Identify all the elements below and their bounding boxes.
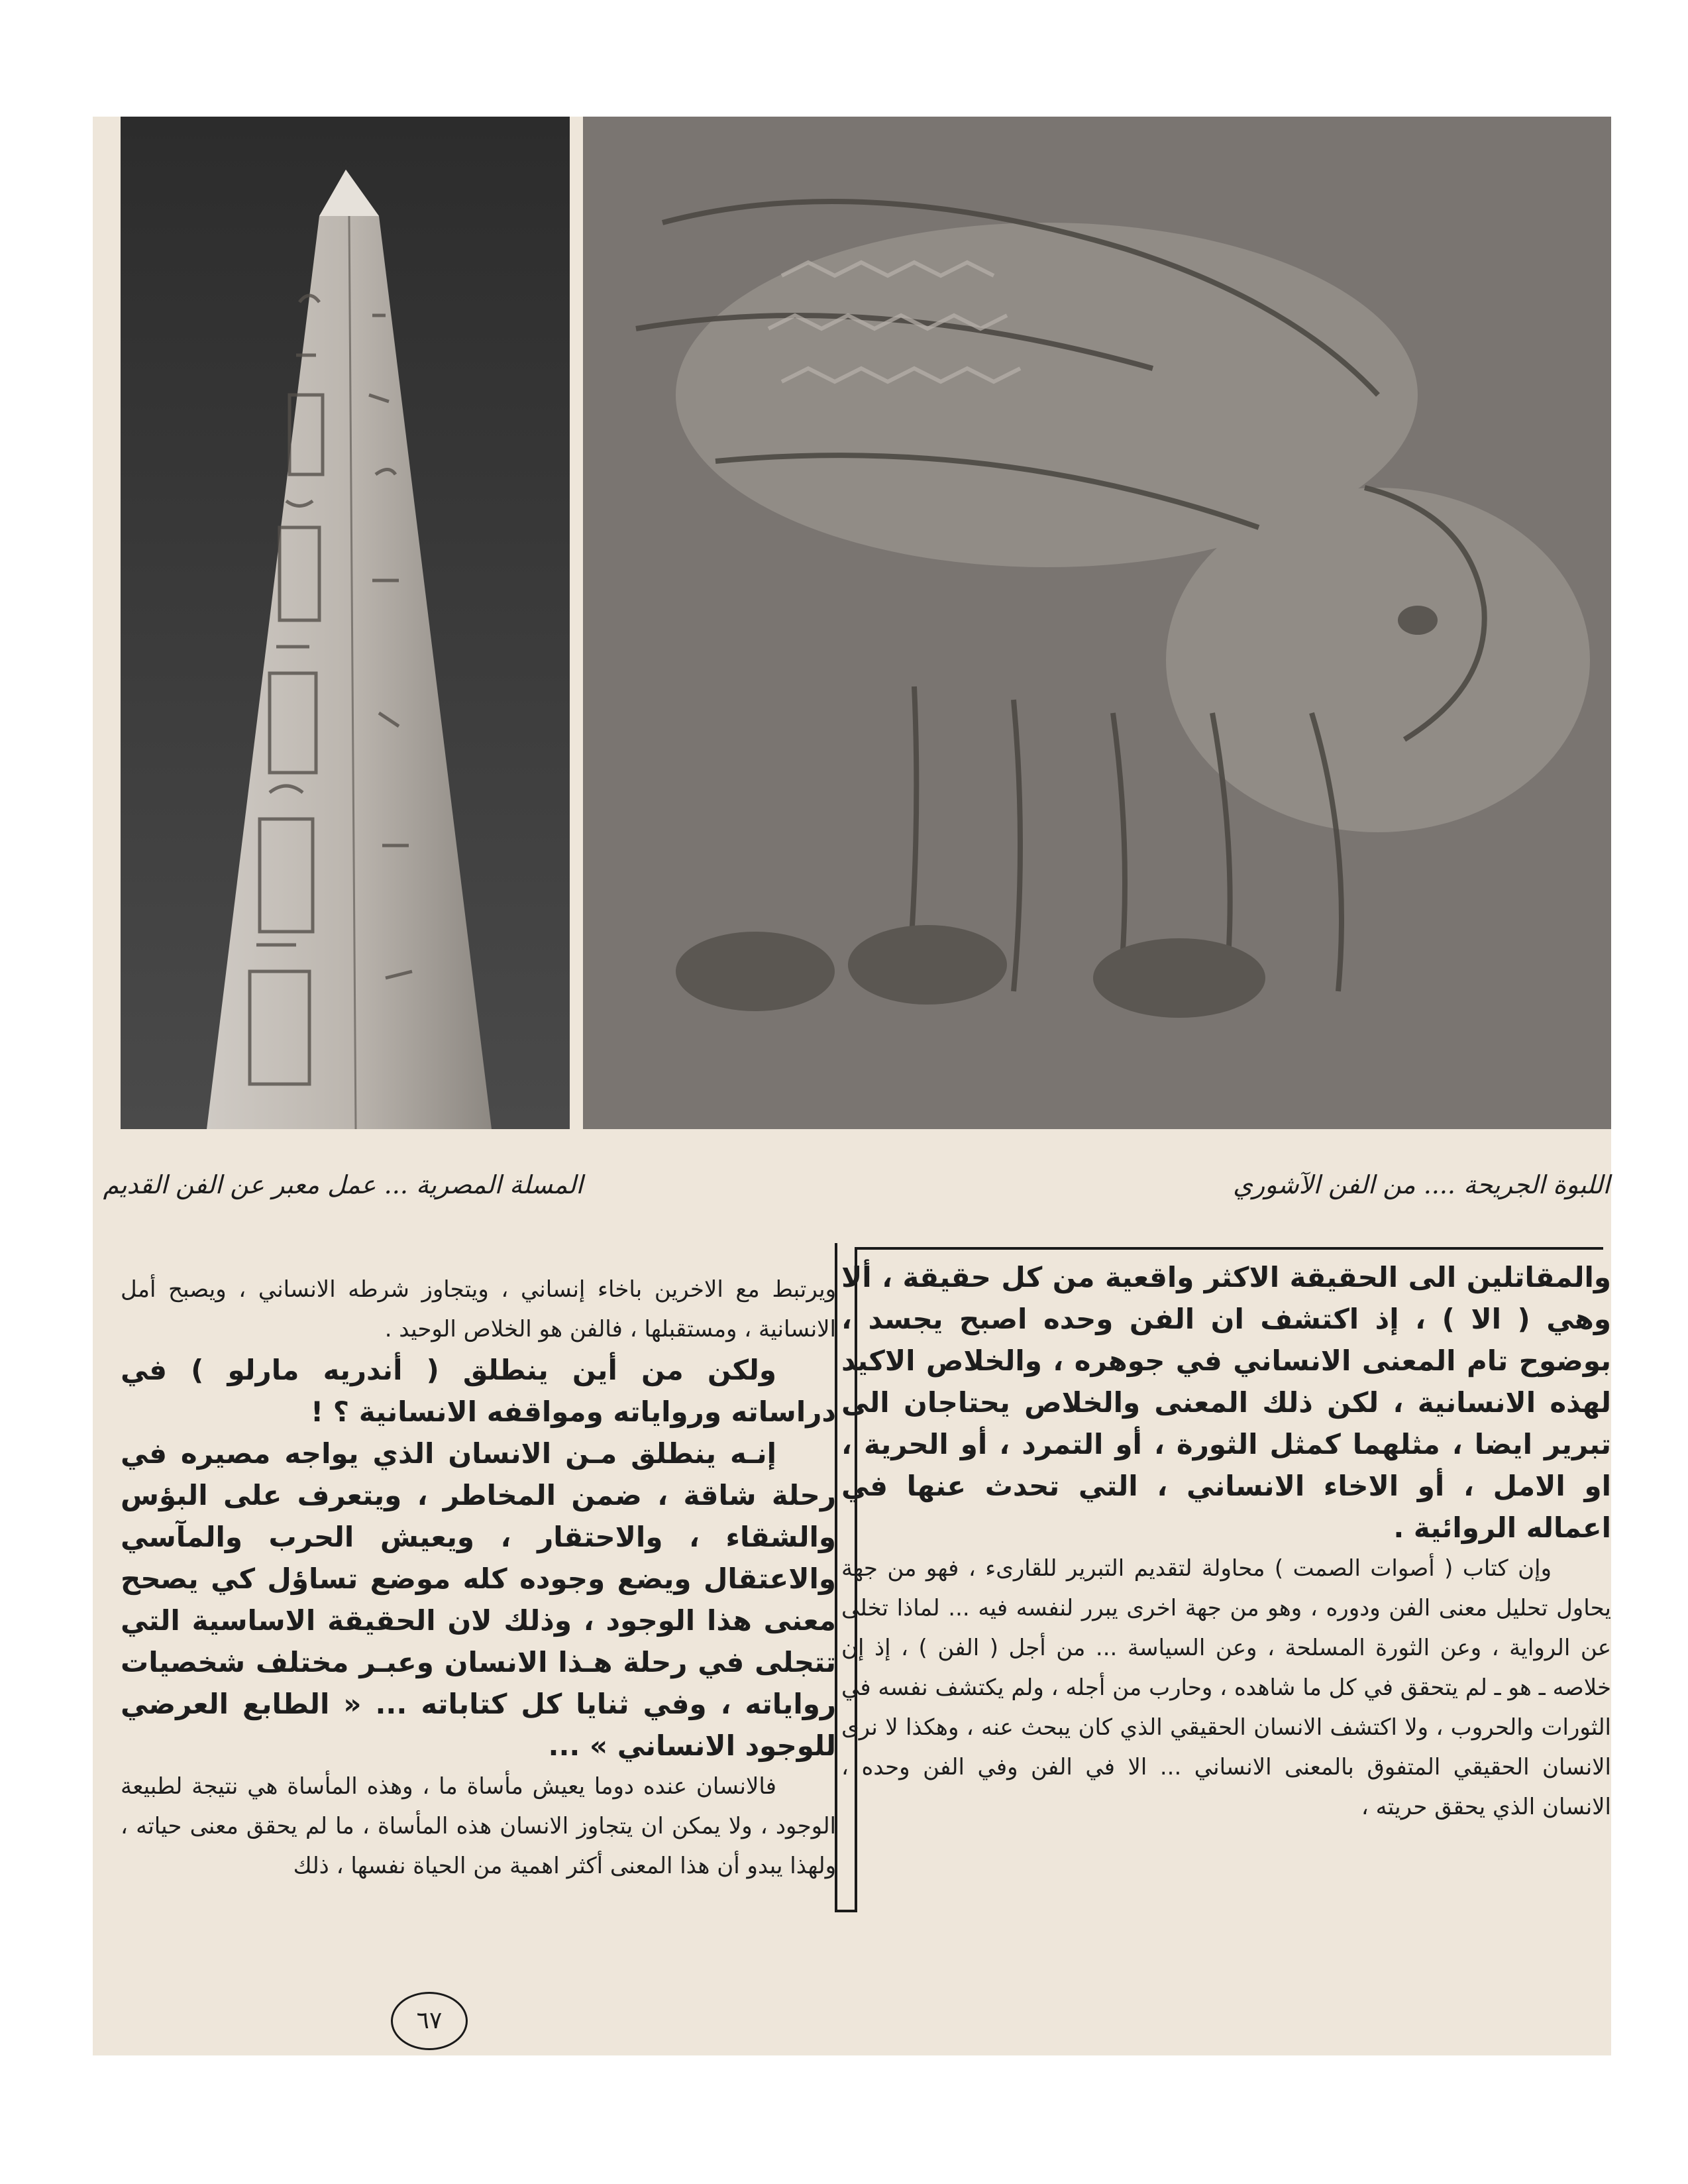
article-paragraph: ويرتبط مع الاخرين باخاء إنساني ، ويتجاوز شرطه الانساني ، ويصبح أمل الانسانية ، ومستقبلها ، فالفن هو الخلاص الوحيد . [121,1276,836,1342]
assyrian-lioness-photo [583,117,1611,1129]
lioness-caption: اللبوة الجريحة .... من الفن الآشوري [1233,1170,1610,1199]
obelisk-photo [121,117,570,1129]
column-divider-top [855,1247,1603,1250]
article-paragraph: والمقاتلين الى الحقيقة الاكثر واقعية من كل حقيقة ، ألا وهي ( الا ) ، إذ اكتشف ان الفن وحده اصبح يجسد ، بوضوح تام المعنى الانساني في جوهره ، والخلاص الاكيد لهذه الانسانية ، لكن ذلك المعنى والخلاص يحتاجان الى تبرير ايضا ، مثلهما كمثل الثورة ، أو التمرد ، أو الحرية ، او الامل ، أو الاخاء الانساني ، التي تحدث عنها في اعماله الروائية . [841,1261,1611,1544]
article-paragraph: وإن كتاب ( أصوات الصمت ) محاولة لتقديم التبرير للقارىء ، فهو من جهة يحاول تحليل معنى الفن ودوره ، وهو من جهة اخرى يبرر لنفسه فيه ... لماذا تخلى عن الرواية ، وعن الثورة المسلحة ، وعن السياسة ... من أجل ( الفن ) ، إذ إن خلاصه ـ هو ـ لم يتحقق في كل ما شاهده ، وحارب من أجله ، ولم يكتشف نفسه في الثورات والحروب ، ولا اكتشف الانسان الحقيقي الذي كان يبحث عنه ، وهكذا لا نرى الانسان الحقيقي المتفوق بالمعنى الانساني ... الا في الفن وفي الفن وحده ، الانسان الذي يحقق حريته ، [841,1555,1611,1820]
magazine-page [93,117,1611,2055]
column-divider-bottom [835,1910,855,1912]
article-column-right [841,1256,1611,1827]
article-paragraph: فالانسان عنده دوما يعيش مأساة ما ، وهذه المأساة هي نتيجة لطبيعة الوجود ، ولا يمكن ان يتجاوز الانسان هذه المأساة ، ما لم يحقق معنى حياته ، ولهذا يبدو أن هذا المعنى أكثر اهمية من الحياة نفسها ، ذلك [121,1773,836,1879]
page-number: ٦٧ [391,1992,468,2050]
obelisk-caption: المسلة المصرية ... عمل معبر عن الفن القديم [103,1170,583,1199]
article-paragraph: ولكن من أين ينطلق ( أندريه مارلو ) في دراساته ورواياته ومواقفه الانسانية ؟ ! [121,1354,836,1428]
article-paragraph: إنـه ينطلق مـن الانسان الذي يواجه مصيره في رحلة شاقة ، ضمن المخاطر ، ويتعرف على البؤس والشقاء ، والاحتقار ، ويعيش الحرب والمآسي والاعتقال ويضع وجوده كله موضع تساؤل كي يصحح معنى هذا الوجود ، وذلك لان الحقيقة الاساسية التي تتجلى في رحلة هـذا الانسان وعبـر مختلف شخصيات رواياته ، وفي ثنايا كل كتاباته ... « الطابع العرضي للوجود الانساني » ... [121,1437,836,1762]
article-column-left [121,1270,836,1886]
